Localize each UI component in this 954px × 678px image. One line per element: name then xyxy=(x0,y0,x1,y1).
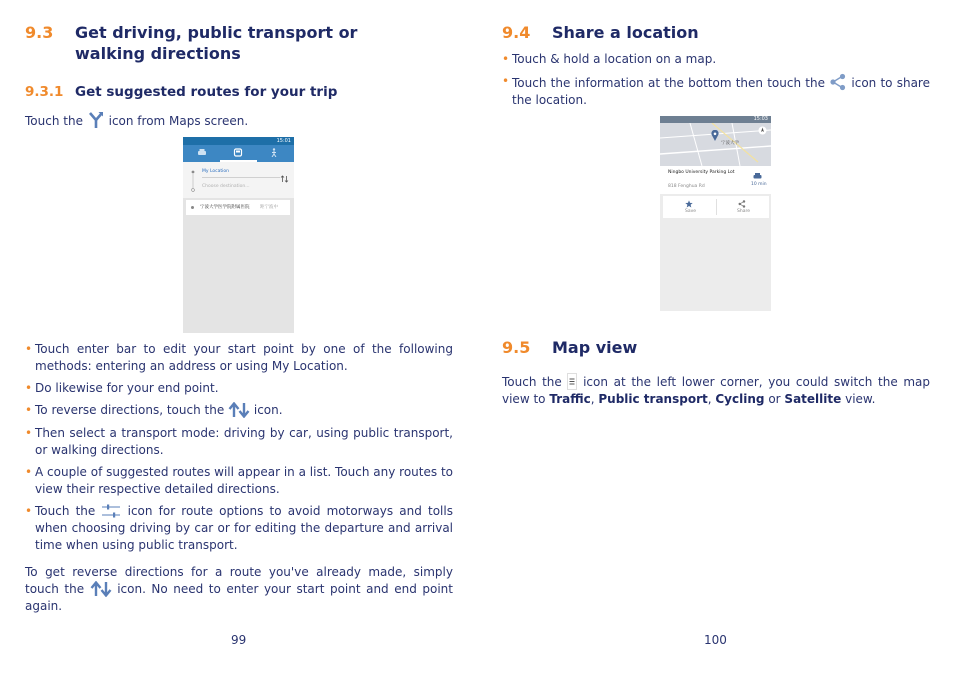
car-icon xyxy=(197,148,207,157)
bullet-transport-mode: • Then select a transport mode: driving by car, using public transport, or walking directions. xyxy=(25,426,453,457)
bullet-route-options: • Touch the icon for route options to avoid motorways and tolls when choosing driving by car or for editing the departure and arrival time when using public transport. xyxy=(25,504,453,552)
section-9-5-heading: 9.5 Map view xyxy=(502,338,638,357)
map-area[interactable] xyxy=(660,116,771,166)
car-icon[interactable] xyxy=(753,172,762,180)
section-9-3-1-heading: 9.3.1 Get suggested routes for your trip xyxy=(25,84,338,100)
reverse-icon xyxy=(228,402,250,418)
location-pin-icon[interactable] xyxy=(711,130,719,141)
status-bar: 15:01 xyxy=(183,137,294,145)
page-number: 100 xyxy=(704,633,727,647)
left-page xyxy=(25,0,453,678)
bullet-share: • Touch the information at the bottom then touch the icon to share the location. xyxy=(502,74,930,107)
layers-menu-icon xyxy=(567,373,577,390)
bullet-touch-hold: • Touch & hold a location on a map. xyxy=(502,52,717,66)
map-roads xyxy=(660,116,771,166)
bullet-suggested-routes: • A couple of suggested routes will appear in a list. Touch any routes to view their respective detailed directions. xyxy=(25,465,453,496)
status-bar: 15:03 xyxy=(660,116,771,123)
page-number: 99 xyxy=(231,633,247,647)
star-icon xyxy=(685,200,693,208)
share-button[interactable]: Share xyxy=(717,196,769,218)
section-9-3-heading: 9.3 Get driving, public transport or walking directions xyxy=(25,23,358,63)
recent-place-item[interactable]: 宁波大学医学院附属医院 距宁波中 xyxy=(186,200,290,215)
transport-mode-tabs xyxy=(183,145,294,162)
touch-directions-text: Touch the icon from Maps screen. xyxy=(25,111,453,130)
route-options-icon xyxy=(101,503,121,519)
directions-screenshot xyxy=(183,137,294,333)
reverse-directions-note: To get reverse directions for a route you've already made, simply touch the icon. No need to enter your start point and end point again. xyxy=(25,565,453,613)
share-location-screenshot xyxy=(660,116,771,311)
map-place-label: 宁波大学 xyxy=(721,141,739,146)
walking-icon xyxy=(269,148,279,157)
place-pin-icon xyxy=(190,205,195,210)
place-actions xyxy=(663,196,769,218)
route-line-icon xyxy=(191,170,195,192)
reverse-directions-icon[interactable] xyxy=(280,175,289,183)
save-button[interactable]: Save xyxy=(663,196,716,218)
directions-icon xyxy=(87,111,105,129)
route-form[interactable] xyxy=(183,162,294,198)
bullet-reverse: • To reverse directions, touch the icon. xyxy=(25,403,283,417)
bullet-edit-start: • Touch enter bar to edit your start point by one of the following methods: entering an address or using My Location. xyxy=(25,342,453,373)
bullet-end-point: • Do likewise for your end point. xyxy=(25,381,219,395)
share-icon xyxy=(738,200,746,208)
start-field[interactable]: My Location xyxy=(202,169,230,174)
compass-icon[interactable] xyxy=(758,126,767,135)
right-page xyxy=(502,0,930,678)
place-info-card[interactable]: Ningbo University Parking Lot 818 Fenghua Rd 10 min xyxy=(660,166,771,194)
map-view-text: Touch the icon at the left lower corner, you could switch the map view to Traffic, Public transport, Cycling or Satellite view. xyxy=(502,375,930,406)
share-icon xyxy=(829,73,847,91)
start-field-underline xyxy=(202,177,280,178)
destination-field[interactable]: Choose destination... xyxy=(202,184,250,189)
section-9-4-heading: 9.4 Share a location xyxy=(502,23,699,42)
reverse-icon xyxy=(90,581,112,597)
transit-icon xyxy=(233,148,243,157)
